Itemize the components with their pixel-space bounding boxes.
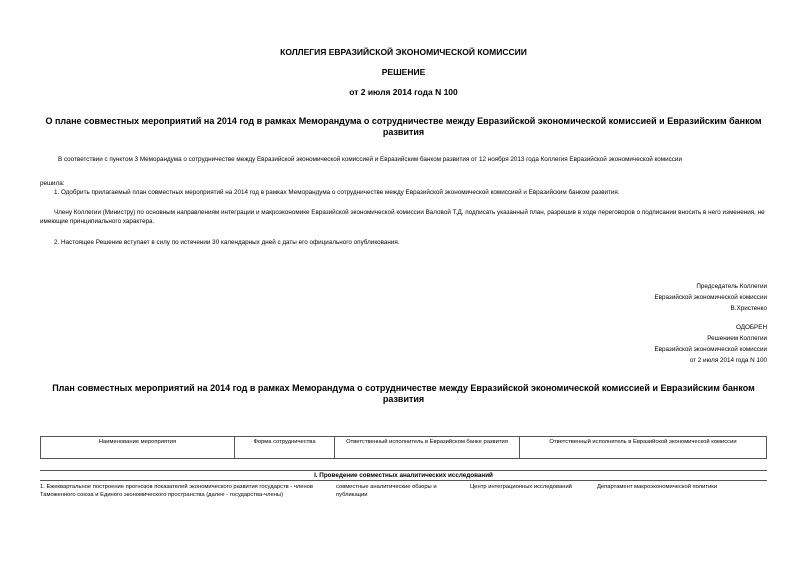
- section-heading: I. Проведение совместных аналитических исследований: [314, 472, 493, 479]
- decision-item-2: 2. Настоящее Решение вступает в силу по истечении 30 календарных дней с даты его официального опубликования.: [54, 239, 400, 246]
- column-header-eec-executor: Ответственный исполнитель в Евразийской экономической комиссии: [520, 437, 767, 459]
- section-divider-top: [40, 470, 767, 471]
- plan-table-header: [40, 436, 767, 459]
- signature-line-1: Председатель Коллегии: [696, 283, 767, 290]
- approval-line-3: Евразийской экономической комиссии: [654, 346, 767, 353]
- member-paragraph: Члену Коллегии (Министру) по основным направлениям интеграции и макроэкономике Евразийской экономической комиссии Валовой Т.Д. подписать указанный план, разрешив в ходе переговоров о подписании вносить в него изменения, не имеющие принципиального характера.: [40, 209, 765, 225]
- organization-heading: КОЛЛЕГИЯ ЕВРАЗИЙСКОЙ ЭКОНОМИЧЕСКОЙ КОМИССИИ: [280, 47, 527, 57]
- approval-line-2: Решением Коллегии: [707, 335, 767, 342]
- approval-line-4: от 2 июля 2014 года N 100: [689, 357, 767, 364]
- column-header-name: Наименование мероприятия: [41, 437, 235, 459]
- section-divider-bottom: [40, 480, 767, 481]
- column-header-form: Форма сотрудничества: [235, 437, 335, 459]
- plan-title: План совместных мероприятий на 2014 год в рамках Меморандума о сотрудничестве между Евразийской экономической комиссией и Евразийским банком развития: [52, 383, 755, 404]
- table-row-eec: Департамент макроэкономической политики: [597, 484, 718, 490]
- signature-line-2: Евразийской экономической комиссии: [654, 294, 767, 301]
- document-title: О плане совместных мероприятий на 2014 год в рамках Меморандума о сотрудничестве между Евразийской экономической комиссией и Евразийским банком развития: [45, 116, 762, 137]
- decision-item-1: 1. Одобрить прилагаемый план совместных мероприятий на 2014 год в рамках Меморандума о сотрудничестве между Евразийской экономической комиссией и Евразийским банком развития.: [54, 189, 620, 196]
- document-date-number: от 2 июля 2014 года N 100: [349, 87, 458, 97]
- preamble-paragraph: В соответствии с пунктом 3 Меморандума о сотрудничестве между Евразийской экономической комиссией и Евразийским банком развития от 12 ноября 2013 года Коллегия Евразийской экономической комиссии: [58, 156, 682, 163]
- column-header-edb-executor: Ответственный исполнитель в Евразийском банке развития: [335, 437, 520, 459]
- approval-line-1: ОДОБРЕН: [735, 324, 767, 331]
- table-row-form: совместные аналитические обзоры и публикации: [336, 484, 437, 498]
- approval-block: [654, 322, 767, 366]
- signature-block: [654, 281, 767, 314]
- document-type-heading: РЕШЕНИЕ: [381, 67, 426, 77]
- table-header-row: [41, 437, 767, 459]
- table-row-edb: Центр интеграционных исследований: [470, 484, 572, 490]
- table-row-name: 1. Ежеквартальное построение прогнозов показателей экономического развития государств - членов Таможенного союза и Единого экономического пространства (далее - государства-члены): [40, 484, 313, 498]
- signature-line-3: В.Христенко: [730, 305, 767, 312]
- decided-label: решила:: [40, 180, 65, 187]
